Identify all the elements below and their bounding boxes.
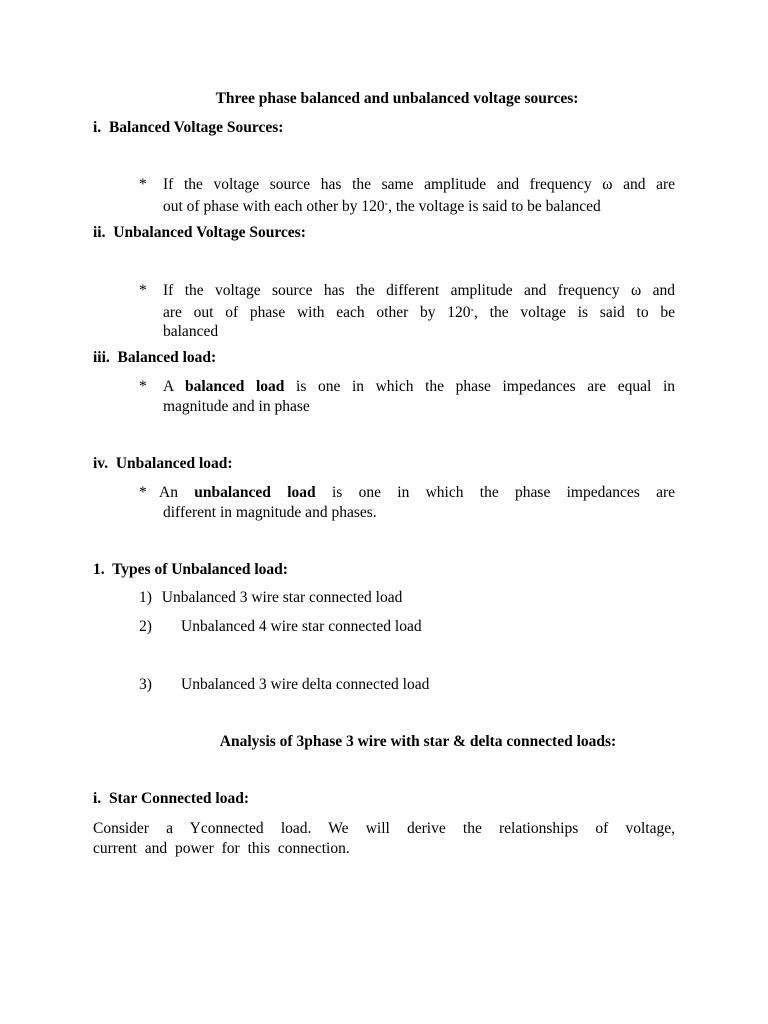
section-heading-unbalanced-voltage xyxy=(93,223,306,243)
bullet-line: If the voltage source has the different amplitude and frequency ω and xyxy=(163,282,675,299)
section-title: Unbalanced load: xyxy=(115,455,233,472)
section-number: i. xyxy=(93,119,102,136)
bullet-line: If the voltage source has the same amplitude and frequency ω and are xyxy=(163,176,675,193)
bullet-line: out of phase with each other by 120∘, the voltage is said to be balanced xyxy=(163,197,601,215)
list-text: Unbalanced 3 wire delta connected load xyxy=(181,676,430,693)
section-title: Star Connected load: xyxy=(108,790,250,807)
bullet-line: balanced xyxy=(163,323,219,340)
section-number: ii. xyxy=(93,224,106,241)
section-heading-star-connected xyxy=(93,789,249,809)
section-heading-balanced-load xyxy=(93,348,216,368)
paragraph-line: Consider a Yconnected load. We will derive the relationships of voltage, xyxy=(93,820,675,837)
list-item xyxy=(139,588,402,608)
list-text: Unbalanced 4 wire star connected load xyxy=(181,618,422,635)
list-number: 2) xyxy=(139,618,152,635)
bullet-star: * xyxy=(139,378,147,395)
bullet-balanced-voltage xyxy=(139,175,675,216)
list-number: 3) xyxy=(139,676,152,693)
bullet-line: magnitude and in phase xyxy=(163,397,310,415)
bullet-line: different in magnitude and phases. xyxy=(163,503,377,521)
section-title: Unbalanced Voltage Sources: xyxy=(113,224,306,241)
bold-term: unbalanced load xyxy=(194,484,316,501)
section-title: Types of Unbalanced load: xyxy=(112,561,288,578)
bullet-line: A balanced load is one in which the phase impedances are equal in xyxy=(163,378,676,395)
bullet-star: * xyxy=(139,282,147,299)
section-title: Balanced load: xyxy=(117,349,217,366)
section-heading-balanced-voltage xyxy=(93,118,283,138)
document-title: Three phase balanced and unbalanced voltage sources: xyxy=(215,90,579,107)
list-number: 1) xyxy=(139,589,152,606)
list-text: Unbalanced 3 wire star connected load xyxy=(161,589,403,606)
paragraph-star-connected xyxy=(93,819,675,858)
section-title: Balanced Voltage Sources: xyxy=(108,119,284,136)
paragraph-line: current and power for this connection. xyxy=(93,839,350,857)
bullet-unbalanced-voltage xyxy=(139,281,675,342)
section-number: i. xyxy=(93,790,102,807)
list-item xyxy=(139,617,152,637)
section-heading-unbalanced-load xyxy=(93,454,233,474)
bullet-star: * xyxy=(139,484,147,501)
bullet-line: An unbalanced load is one in which the phase impedances are xyxy=(159,484,675,501)
bullet-star: * xyxy=(139,176,147,193)
section-number: iv. xyxy=(93,455,109,472)
bold-term: balanced load xyxy=(184,378,285,395)
section-heading-types xyxy=(93,560,288,580)
bullet-unbalanced-load xyxy=(139,483,675,522)
list-item xyxy=(139,675,152,695)
bullet-balanced-load xyxy=(139,377,675,416)
analysis-title: Analysis of 3phase 3 wire with star & delta connected loads: xyxy=(219,733,617,750)
bullet-line: are out of phase with each other by 120∘, the voltage is said to be xyxy=(163,303,675,321)
section-number: 1. xyxy=(93,561,105,578)
section-number: iii. xyxy=(93,349,110,366)
